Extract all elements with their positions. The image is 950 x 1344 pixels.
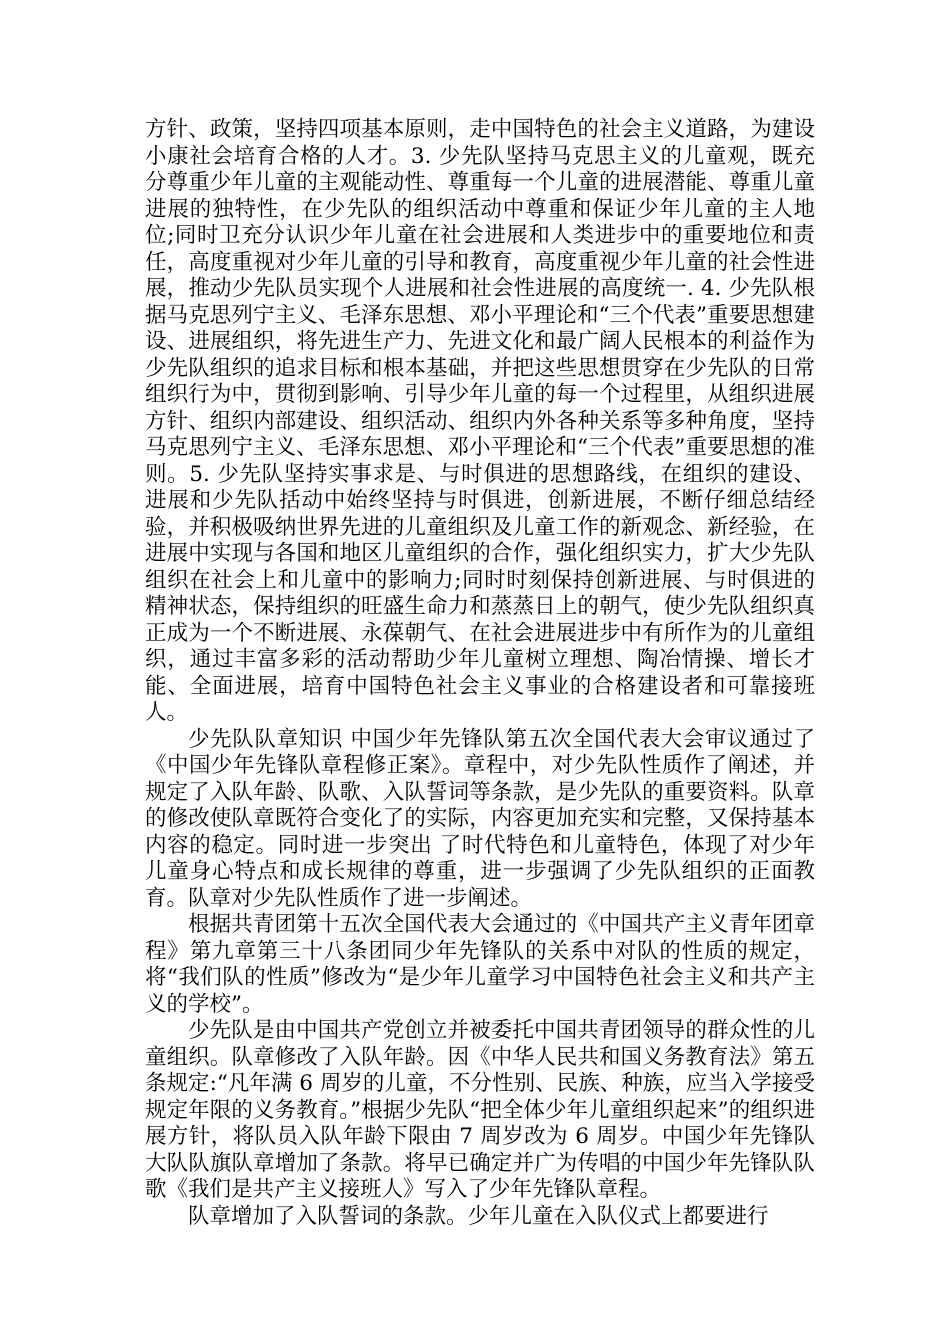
document-page bbox=[145, 117, 815, 1230]
paragraph-5: 队章增加了入队誓词的条款。少年儿童在入队仪式上都要进行 bbox=[188, 1203, 769, 1229]
paragraph-2: 少先队队章知识 中国少年先锋队第五次全国代表大会审议通过了《中国少年先锋队章程修正案》。章程中，对少先队性质作了阐述，并规定了入队年龄、队歌、入队誓词等条款，是少先队的重要资料。队章的修改使队章既符合变化了的实际，内容更加充实和完整，又保持基本内容的稳定。同时进一步突出 了时代特色和儿童特色，体现了对少年儿童身心特点和成长规律的尊重，进一步强调了少先队组织的正面教育。队章对少先队性质作了进一步阐述。 bbox=[145, 726, 815, 911]
paragraph-1: 方针、政策，坚持四项基本原则，走中国特色的社会主义道路，为建设小康社会培育合格的人才。3. 少先队坚持马克思主义的儿童观，既充分尊重少年儿童的主观能动性、尊重每一个儿童的进展潜能、尊重儿童进展的独特性，在少先队的组织活动中尊重和保证少年儿童的主人地位;同时卫充分认识少年儿童在社会进展和人类进步中的重要地位和责任，高度重视对少年儿童的引导和教育，高度重视少年儿童的社会性进展，推动少先队员实现个人进展和社会性进展的高度统一. 4. 少先队根据马克思列宁主义、毛泽东思想、邓小平理论和“三个代表”重要思想建设、进展组织，将先进生产力、先进文化和最广阔人民根本的利益作为少先队组织的追求目标和根本基础，并把这些思想贯穿在少先队的日常组织行为中，贯彻到影响、引导少年儿童的每一个过程里，从组织进展方针、组织内部建设、组织活动、组织内外各种关系等多种角度，坚持马克思列宁主义、毛泽东思想、邓小平理论和“三个代表”重要思想的准则。5. 少先队坚持实事求是、与时俱进的思想路线，在组织的建设、进展和少先队括动中始终坚持与时俱进，创新进展，不断仔细总结经验，并积极吸纳世界先进的儿童组织及儿童工作的新观念、新经验，在进展中实现与各国和地区儿童组织的合作，强化组织实力，扩大少先队组织在社会上和儿童中的影响力;同时时刻保持创新进展、与时俱进的精神状态，保持组织的旺盛生命力和蒸蒸日上的朝气，使少先队组织真正成为一个不断进展、永葆朝气、在社会进展进步中有所作为的儿童组织，通过丰富多彩的活动帮助少年儿童树立理想、陶冶情操、增长才能、全面进展，培育中国特色社会主义事业的合格建设者和可靠接班人。 bbox=[145, 117, 815, 725]
paragraph-4: 少先队是由中国共产党创立并被委托中国共青团领导的群众性的儿童组织。队章修改了入队年龄。因《中华人民共和国义务教育法》第五条规定:“凡年满 6 周岁的儿童，不分性别、民族、种族，应当入学接受规定年限的义务教育。”根据少先队“把全体少年儿童组织起来”的组织进展方针，将队员入队年龄下限由 7 周岁改为 6 周岁。中国少年先锋队大队队旗队章增加了条款。将早已确定并广为传唱的中国少年先锋队队歌《我们是共产主义接班人》写入了少年先锋队章程。 bbox=[145, 1018, 815, 1202]
paragraph-3: 根据共青团第十五次全国代表大会通过的《中国共产主义青年团章程》第九章第三十八条团同少年先锋队的关系中对队的性质的规定，将“我们队的性质”修改为“是少年儿童学习中国特色社会主义和共产主义的学校”。 bbox=[145, 912, 815, 1017]
